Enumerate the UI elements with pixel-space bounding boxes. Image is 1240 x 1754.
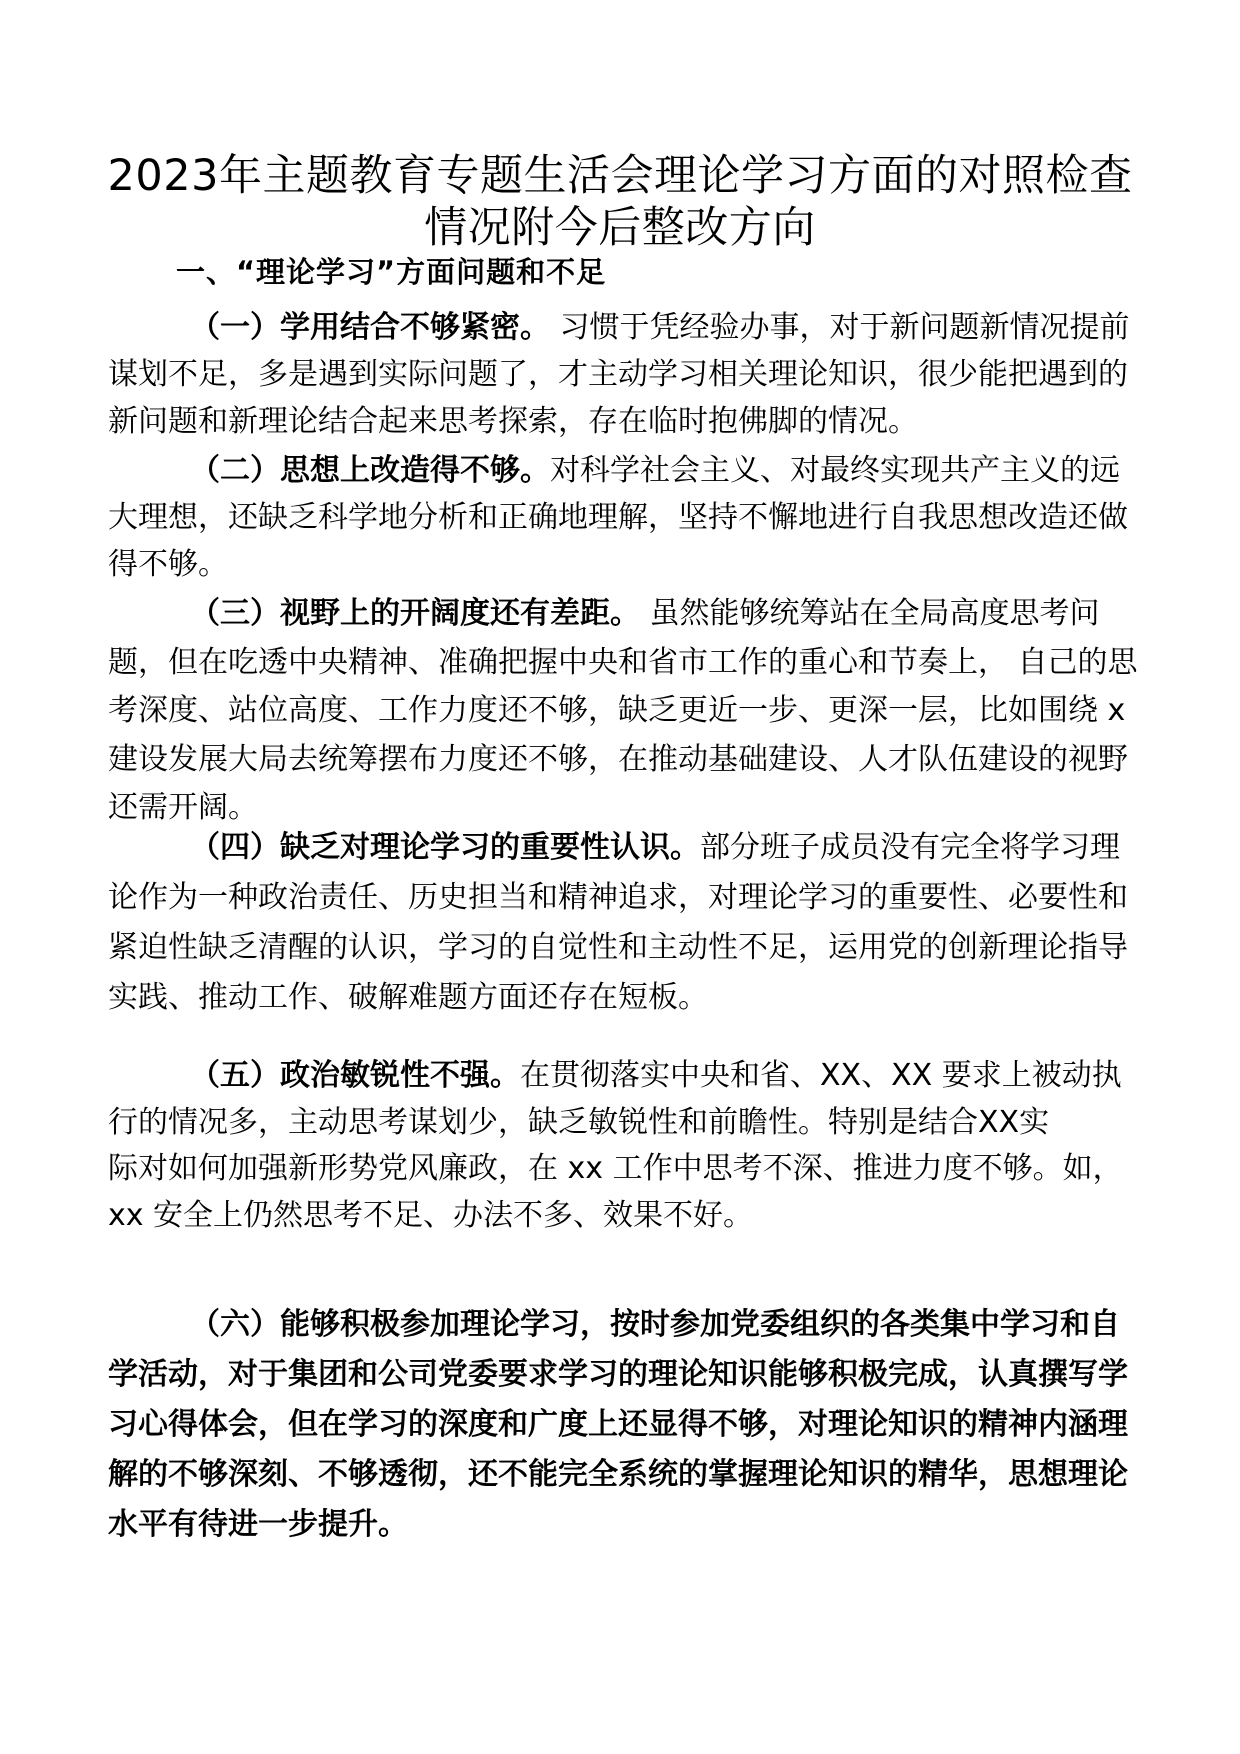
title-line-2: 情况附今后整改方向	[424, 203, 816, 253]
section-heading: 一、“理论学习”方面问题和不足	[176, 255, 607, 289]
paragraph-5-body-line-1: 在贯彻落实中央和省、XX、XX 要求上被动执行的情况多，主动思考谋划少，缺乏敏锐性和前瞻性。特别是结合XX实	[108, 1058, 1122, 1140]
paragraph-4	[108, 823, 1138, 1023]
paragraph-3-lead: （三）视野上的开阔度还有差距。	[190, 596, 640, 631]
paragraph-3	[108, 590, 1138, 833]
document-title	[100, 150, 1140, 254]
paragraph-1-body: 习惯于凭经验办事，对于新问题新情况提前谋划不足，多是遇到实际问题了，才主动学习相关理论知识，很少能把遇到的新问题和新理论结合起来思考探索，存在临时抱佛脚的情况。	[108, 310, 1130, 439]
paragraph-5-body-line-2: 际对如何加强新形势党风廉政，在 xx 工作中思考不深、推进力度不够。如， xx 安全上仍然思考不足、办法不多、效果不好。	[108, 1151, 1123, 1233]
paragraph-2	[108, 447, 1138, 588]
paragraph-1-lead: （一）学用结合不够紧密。	[190, 310, 550, 345]
title-line-1: 2023年主题教育专题生活会理论学习方面的对照检查	[107, 151, 1133, 201]
paragraph-2-lead: （二）思想上改造得不够。	[190, 453, 550, 488]
paragraph-3-body: 虽然能够统筹站在全局高度思考问题，但在吃透中央精神、准确把握中央和省市工作的重心和节奏上， 自己的思考深度、站位高度、工作力度还不够，缺乏更近一步、更深一层，比如围绕 x 建设发展大局去统筹摆布力度还不够，在推动基础建设、人才队伍建设的视野还需开阔。	[108, 596, 1138, 825]
paragraph-5-lead: （五）政治敏锐性不强。	[190, 1058, 520, 1093]
paragraph-4-lead: （四）缺乏对理论学习的重要性认识。	[190, 830, 700, 865]
paragraph-5	[108, 1053, 1138, 1239]
paragraph-6: （六）能够积极参加理论学习，按时参加党委组织的各类集中学习和自学活动，对于集团和公司党委要求学习的理论知识能够积极完成，认真撰写学习心得体会，但在学习的深度和广度上还显得不够，对理论知识的精神内涵理解的不够深刻、不够透彻，还不能完全系统的掌握理论知识的精华，思想理论水平有待进一步提升。	[108, 1307, 1128, 1542]
paragraph-2-body: 对科学社会主义、对最终实现共产主义的远大理想，还缺乏科学地分析和正确地理解，坚持不懈地进行自我思想改造还做得不够。	[108, 453, 1128, 582]
paragraph-4-body: 部分班子成员没有完全将学习理论作为一种政治责任、历史担当和精神追求，对理论学习的重要性、必要性和紧迫性缺乏清醒的认识，学习的自觉性和主动性不足，运用党的创新理论指导实践、推动工作、破解难题方面还存在短板。	[108, 830, 1128, 1015]
paragraph-1	[108, 304, 1138, 445]
